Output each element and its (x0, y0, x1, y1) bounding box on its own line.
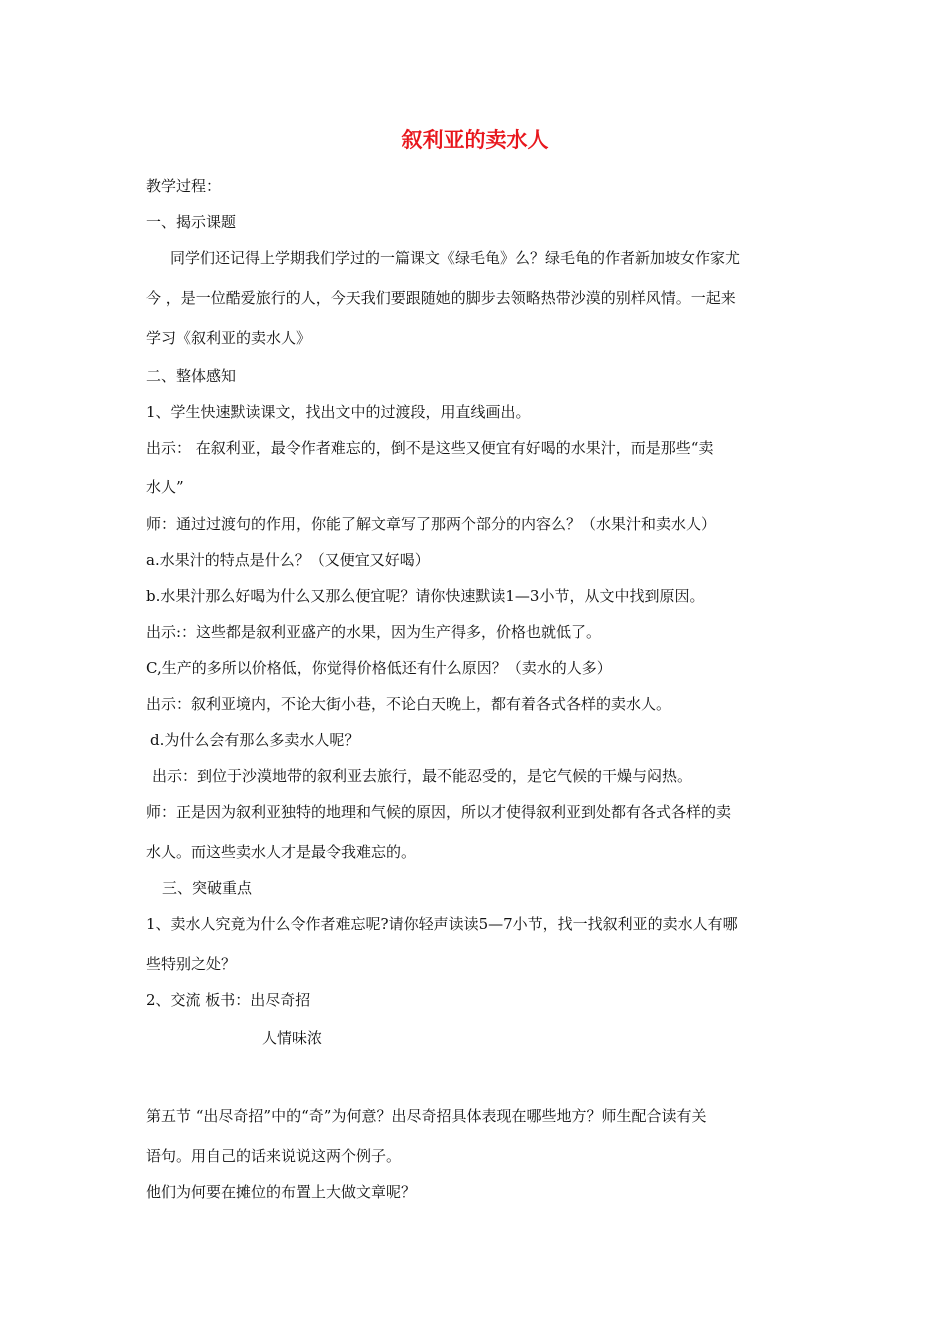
text-line: 学习《叙利亚的卖水人》 (146, 329, 312, 347)
text-line: 师：通过过渡句的作用，你能了解文章写了那两个部分的内容么？（水果汁和卖水人） (146, 515, 717, 533)
text-line: 出示：到位于沙漠地带的叙利亚去旅行，最不能忍受的，是它气候的干燥与闷热。 (152, 767, 693, 785)
text-line: 今 ，是一位酷爱旅行的人，今天我们要跟随她的脚步去领略热带沙漠的别样风情。一起来 (146, 289, 736, 307)
text-line: 出示:：这些都是叙利亚盛产的水果，因为生产得多，价格也就低了。 (146, 623, 602, 641)
text-line: 第五节 “出尽奇招”中的“奇”为何意？出尽奇招具体表现在哪些地方？师生配合读有关 (146, 1107, 707, 1125)
text-line: 他们为何要在摊位的布置上大做文章呢？ (146, 1183, 417, 1201)
text-line: 人情味浓 (262, 1029, 323, 1047)
text-line: 水人。而这些卖水人才是最令我难忘的。 (146, 843, 417, 861)
text-line: 同学们还记得上学期我们学过的一篇课文《绿毛龟》么？绿毛龟的作者新加坡女作家尤 (170, 249, 741, 267)
text-line: 1、卖水人究竟为什么令作者难忘呢?请你轻声读读5—7小节，找一找叙利亚的卖水人有哪 (146, 915, 738, 933)
text-line: 出示：叙利亚境内，不论大街小巷，不论白天晚上，都有着各式各样的卖水人。 (146, 695, 672, 713)
text-line: d.为什么会有那么多卖水人呢？ (150, 731, 360, 749)
text-line: 二、整体感知 (146, 367, 237, 385)
text-line: 水人” (146, 478, 184, 496)
text-line: a.水果汁的特点是什么？（又便宜又好喝） (146, 551, 430, 569)
text-line: 一、揭示课题 (146, 213, 237, 231)
text-line: 2、交流 板书：出尽奇招 (146, 991, 311, 1009)
text-line: 教学过程： (146, 177, 222, 195)
text-line: 1、学生快速默读课文，找出文中的过渡段，用直线画出。 (146, 403, 531, 421)
text-line: 些特别之处？ (146, 955, 237, 973)
text-line: C,生产的多所以价格低，你觉得价格低还有什么原因？（卖水的人多） (146, 659, 612, 677)
text-line: 语句。用自己的话来说说这两个例子。 (146, 1147, 402, 1165)
document-title: 叙利亚的卖水人 (401, 128, 549, 152)
text-line: b.水果汁那么好喝为什么又那么便宜呢？请你快速默读1—3小节，从文中找到原因。 (146, 587, 705, 605)
text-line: 师：正是因为叙利亚独特的地理和气候的原因，所以才使得叙利亚到处都有各式各样的卖 (146, 803, 732, 821)
text-line: 出示： 在叙利亚，最令作者难忘的，倒不是这些又便宜有好喝的水果汁，而是那些“卖 (146, 439, 714, 457)
text-line: 三、突破重点 (162, 879, 253, 897)
